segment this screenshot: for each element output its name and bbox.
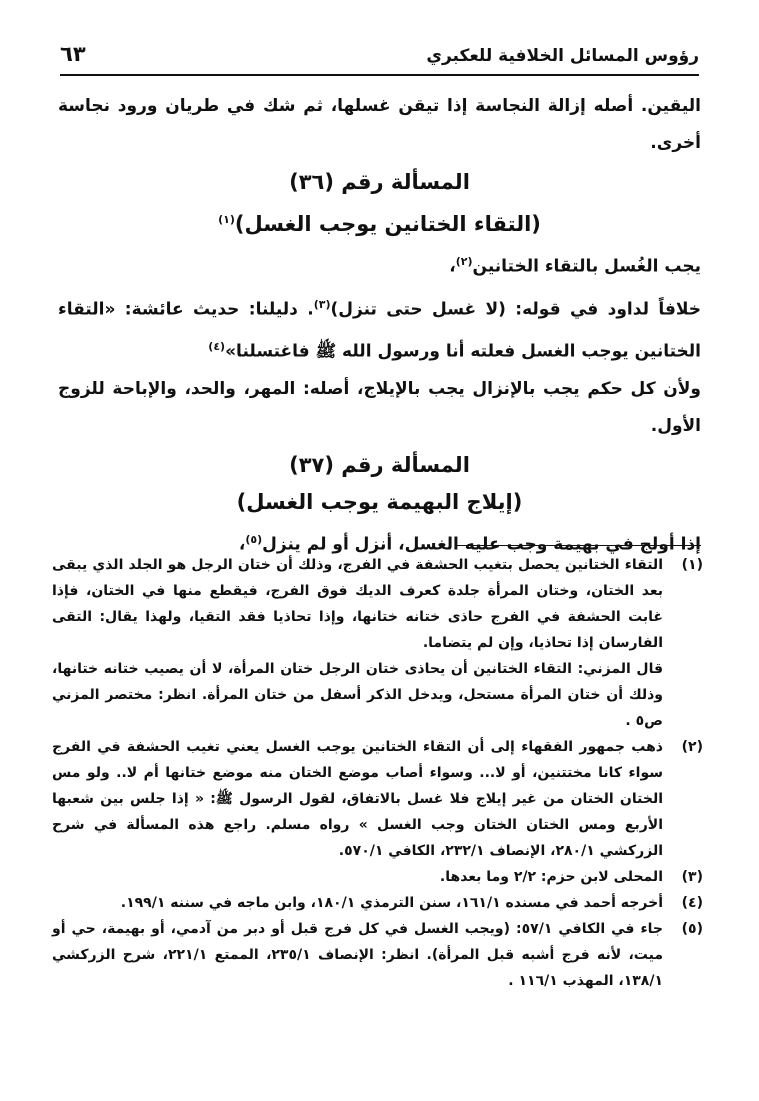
footnote-ref: (٢) xyxy=(455,255,473,268)
main-text xyxy=(58,88,701,564)
issue-36-paragraph-2 xyxy=(58,286,701,371)
footnote-ref: (٣) xyxy=(313,297,331,311)
issue-36-title-text: (التقاء الختانين يوجب الغسل) xyxy=(234,212,541,236)
footnote-number: (٤) xyxy=(681,895,703,911)
footnote-4 xyxy=(52,890,703,916)
issue-37-label: المسألة رقم (٣٧) xyxy=(289,452,470,477)
running-title: رؤوس المسائل الخلافية للعكبري xyxy=(426,46,699,66)
issue-36-paragraph-1 xyxy=(58,243,701,286)
issue-36-title xyxy=(58,201,701,243)
footnote-text xyxy=(52,890,663,916)
footnote-paragraph: التقاء الختانين يحصل بتغيب الحشفة في الفرج، وذلك أن ختان الرجل هو الجلد الذي يبقى بعد الختان، وختان المرأة جلدة كعرف الديك فوق الفرج، فيقطع منها في الختان، فإذا غابت الحشفة في الفرج حاذى ختانه ختانها، وإذا تحاذيا فقد التقيا، ولهذا يقال: التقى الفارسان إذا تحاذيا، وإن لم يتضاما. xyxy=(52,557,663,651)
page-number: ٦٣ xyxy=(60,42,86,66)
footnote-paragraph: ذهب جمهور الفقهاء إلى أن التقاء الختانين يوجب الغسل يعني تغيب الحشفة في الفرج سواء كانا مختتنين، أو لا... وسواء أصاب موضع الختان منه موضع ختانها أم لا.. ولو مس الختان الختان من غير إيلاج فلا غسل بالاتفاق، لقول الرسول ﷺ: « إذا جلس بين شعبها الأربع ومس الختان الختان وجب الغسل » رواه مسلم. راجع هذه المسألة في شرح الزركشي ٢٨٠/١، الإنصاف ٢٣٢/١، الكافي ٥٧٠/١. xyxy=(52,739,663,859)
footnote-text xyxy=(52,864,663,890)
issue-36-p2-text: خلافاً لداود في قوله: (لا غسل حتى تنزل) xyxy=(330,299,702,320)
footnote-paragraph: قال المزني: التقاء الختانين أن يحاذى ختان الرجل ختان المرأة، لا أن يصيب ختانه ختانها، وذلك أن ختان المرأة مستحل، ويدخل الذكر أسفل من ختان المرأة. انظر: مختصر المزني ص٥ . xyxy=(52,661,663,729)
issue-36-paragraph-3: ولأن كل حكم يجب بالإنزال يجب بالإيلاج، أصله: المهر، والحد، والإباحة للزوج الأول. xyxy=(58,378,701,436)
footnote-text xyxy=(52,916,663,994)
footnotes xyxy=(52,552,703,994)
intro-paragraph: اليقين. أصله إزالة النجاسة إذا تيقن غسلها، ثم شك في طريان ورود نجاسة أخرى. xyxy=(58,96,701,153)
footnote-paragraph: المحلى لابن حزم: ٢/٢ وما بعدها. xyxy=(439,869,663,885)
issue-36-p1-text: يجب الغُسل بالتقاء الختانين xyxy=(472,256,701,277)
footnote-number: (٢) xyxy=(681,739,703,755)
page-header xyxy=(60,40,699,76)
footnote-divider xyxy=(456,545,701,546)
footnote-5 xyxy=(52,916,703,994)
footnote-2 xyxy=(52,734,703,864)
footnote-ref: (٥) xyxy=(245,532,263,546)
issue-37-p1-end: ، xyxy=(238,534,246,555)
footnote-number: (٥) xyxy=(681,921,703,937)
footnote-3 xyxy=(52,864,703,890)
issue-37-p1-text: إذا أولج في بهيمة وجب عليه الغسل، أنزل أو لم ينزل xyxy=(262,534,701,555)
footnote-paragraph: جاء في الكافي ٥٧/١: (ويجب الغسل في كل فرج قبل أو دبر من آدمي، أو بهيمة، حي أو ميت، لأنه فرج أشبه قبل المرأة). انظر: الإنصاف ٢٣٥/١، الممتع ٢٢١/١، شرح الزركشي ١٣٨/١، المهذب ١١٦/١ . xyxy=(52,921,664,989)
footnote-number: (٣) xyxy=(681,869,703,885)
footnote-text xyxy=(52,734,663,864)
footnote-text xyxy=(52,552,663,734)
issue-36-p2-end: . دليلنا: حديث عائشة: «التقاء الختانين يوجب الغسل فعلته أنا ورسول الله ﷺ فاغتسلنا» xyxy=(58,299,701,362)
issue-36-label: المسألة رقم (٣٦) xyxy=(289,170,470,194)
issue-37-title: (إيلاج البهيمة يوجب الغسل) xyxy=(236,489,523,514)
footnote-paragraph: أخرجه أحمد في مسنده ١٦١/١، سنن الترمذي ١٨٠/١، وابن ماجه في سننه ١٩٩/١. xyxy=(120,895,663,911)
footnote-number: (١) xyxy=(681,557,703,573)
issue-36-p1-end: ، xyxy=(449,256,456,277)
footnote-ref: (١) xyxy=(218,213,235,226)
footnote-ref: (٤) xyxy=(208,340,226,354)
footnote-1 xyxy=(52,552,703,734)
